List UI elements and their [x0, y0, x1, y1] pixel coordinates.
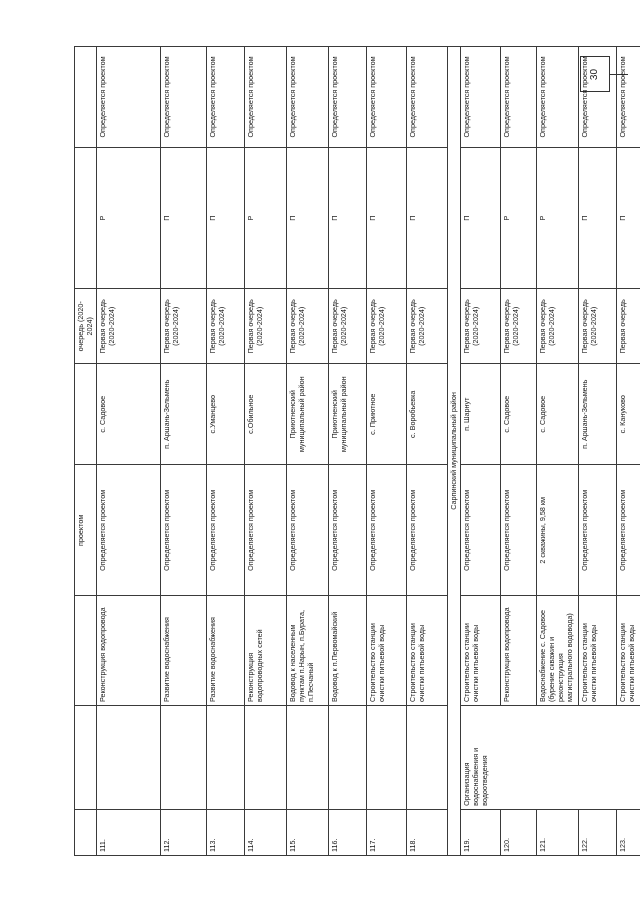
cell-characteristics: проектом — [75, 465, 97, 596]
row-object-type: П — [579, 147, 617, 288]
row-characteristics: Определяется проектом — [97, 465, 161, 596]
row-location: с. Приютное — [367, 364, 407, 465]
row-category — [367, 706, 407, 810]
row-object-type: П — [161, 147, 207, 288]
row-characteristics: 2 скважины, 9,58 км — [537, 465, 579, 596]
district-title: Сарпинский муниципальный район — [448, 47, 461, 856]
row-characteristics: Определяется проектом — [367, 465, 407, 596]
table-row — [329, 47, 367, 856]
row-location: п. Аршань-Зельмень — [161, 364, 207, 465]
row-estimate: Определяется проектом — [617, 47, 640, 148]
row-number: 121. — [537, 809, 579, 855]
projects-table — [74, 46, 640, 856]
row-period: Первая очередь (2020-2024) — [537, 289, 579, 364]
row-period: Первая очередь (2020-2024) — [161, 289, 207, 364]
row-work-title: Строительство станции очистки питьевой воды — [617, 596, 640, 706]
row-category — [161, 706, 207, 810]
table-row — [245, 47, 287, 856]
table-row — [461, 47, 501, 856]
cell-work — [75, 596, 97, 706]
row-location: п. Аршань-Зельмень — [579, 364, 617, 465]
table-row — [207, 47, 245, 856]
row-work-title: Строительство станции очистки питьевой воды — [579, 596, 617, 706]
row-location: Приютненский муниципальный район — [329, 364, 367, 465]
row-period: Первая очередь (2020-2024) — [245, 289, 287, 364]
row-work-title: Реконструкция водопроводных сетей — [245, 596, 287, 706]
row-object-type: П — [367, 147, 407, 288]
row-estimate: Определяется проектом — [97, 47, 161, 148]
row-estimate: Определяется проектом — [537, 47, 579, 148]
row-estimate: Определяется проектом — [161, 47, 207, 148]
row-location: с. Воробьевка — [407, 364, 448, 465]
row-category — [329, 706, 367, 810]
row-number: 117. — [367, 809, 407, 855]
row-object-type: П — [407, 147, 448, 288]
row-characteristics: Определяется проектом — [329, 465, 367, 596]
row-estimate: Определяется проектом — [501, 47, 537, 148]
row-characteristics: Определяется проектом — [461, 465, 501, 596]
row-work-title: Реконструкция водопровода — [97, 596, 161, 706]
row-location: с. Садовое — [97, 364, 161, 465]
row-estimate: Определяется проектом — [245, 47, 287, 148]
row-characteristics: Определяется проектом — [207, 465, 245, 596]
row-work-title: Реконструкция водопровода — [501, 596, 537, 706]
row-characteristics: Определяется проектом — [407, 465, 448, 596]
row-number: 119. — [461, 809, 501, 855]
row-work-title: Строительство станции очистки питьевой воды — [407, 596, 448, 706]
row-number: 115. — [287, 809, 329, 855]
row-characteristics: Определяется проектом — [617, 465, 640, 596]
row-characteristics: Определяется проектом — [245, 465, 287, 596]
row-work-title: Развитие водоснабжения — [161, 596, 207, 706]
cell-category — [75, 706, 97, 810]
row-location: с. Садовое — [501, 364, 537, 465]
row-characteristics: Определяется проектом — [501, 465, 537, 596]
row-category: Организация водоснабжения и водоотведения — [461, 706, 640, 810]
row-location: с.Обильное — [245, 364, 287, 465]
row-characteristics: Определяется проектом — [287, 465, 329, 596]
row-estimate: Определяется проектом — [461, 47, 501, 148]
row-period: Первая очередь (2020-2024) — [579, 289, 617, 364]
row-object-type: П — [287, 147, 329, 288]
cell-location — [75, 364, 97, 465]
table-row — [161, 47, 207, 856]
row-object-type: П — [207, 147, 245, 288]
row-estimate: Определяется проектом — [407, 47, 448, 148]
cell-estimate — [75, 47, 97, 148]
row-work-title: Водовод к населенным пунктам п.Нарын, п.Бурата, п.Песчаный — [287, 596, 329, 706]
row-object-type: П — [461, 147, 501, 288]
row-number: 111. — [97, 809, 161, 855]
table-row-continuation — [75, 47, 97, 856]
row-object-type: Р — [245, 147, 287, 288]
row-period: Первая очередь (2020-2024) — [329, 289, 367, 364]
table-row — [97, 47, 161, 856]
row-object-type: П — [329, 147, 367, 288]
row-work-title: Строительство станции очистки питьевой воды — [461, 596, 501, 706]
row-period: Первая очередь (2020-2024) — [97, 289, 161, 364]
row-characteristics: Определяется проектом — [579, 465, 617, 596]
row-number: 122. — [579, 809, 617, 855]
row-period: Первая очередь (2020-2024) — [501, 289, 537, 364]
table-row — [367, 47, 407, 856]
row-work-title: Строительство станции очистки питьевой воды — [367, 596, 407, 706]
row-location: с. Кануково — [617, 364, 640, 465]
page-number: 30 — [589, 68, 601, 80]
district-row — [448, 47, 461, 856]
row-estimate: Определяется проектом — [207, 47, 245, 148]
table-row — [407, 47, 448, 856]
row-object-type: Р — [501, 147, 537, 288]
row-estimate: Определяется проектом — [367, 47, 407, 148]
row-period: Первая очередь (2020-2024) — [207, 289, 245, 364]
row-work-title: Водоснабжение с. Садовое (бурение скважин и реконструкция магистрального водовода) — [537, 596, 579, 706]
row-category — [287, 706, 329, 810]
row-period: Первая очередь — [617, 289, 640, 364]
row-period: Первая очередь (2020-2024) — [367, 289, 407, 364]
row-category — [245, 706, 287, 810]
row-number: 112. — [161, 809, 207, 855]
row-location: с. Садовое — [537, 364, 579, 465]
row-category — [97, 706, 161, 810]
row-characteristics: Определяется проектом — [161, 465, 207, 596]
cell-period: очередь (2020-2024) — [75, 289, 97, 364]
row-object-type: Р — [97, 147, 161, 288]
row-estimate: Определяется проектом — [579, 47, 617, 148]
cell-type — [75, 147, 97, 288]
row-object-type: Р — [537, 147, 579, 288]
table-row — [287, 47, 329, 856]
row-period: Первая очередь (2020-2024) — [461, 289, 501, 364]
row-estimate: Определяется проектом — [329, 47, 367, 148]
row-work-title: Развитие водоснабжения — [207, 596, 245, 706]
row-category — [207, 706, 245, 810]
row-number: 123. — [617, 809, 640, 855]
row-category — [407, 706, 448, 810]
row-location: п. Шарнут — [461, 364, 501, 465]
row-object-type: П — [617, 147, 640, 288]
row-period: Первая очередь (2020-2024) — [407, 289, 448, 364]
cell-number — [75, 809, 97, 855]
row-location: Приютненский муниципальный район — [287, 364, 329, 465]
row-number: 114. — [245, 809, 287, 855]
row-work-title: Водовод к п.Первомайский — [329, 596, 367, 706]
row-number: 118. — [407, 809, 448, 855]
row-location: с.Уманцево — [207, 364, 245, 465]
row-number: 116. — [329, 809, 367, 855]
row-number: 113. — [207, 809, 245, 855]
row-number: 120. — [501, 809, 537, 855]
row-estimate: Определяется проектом — [287, 47, 329, 148]
row-period: Первая очередь (2020-2024) — [287, 289, 329, 364]
